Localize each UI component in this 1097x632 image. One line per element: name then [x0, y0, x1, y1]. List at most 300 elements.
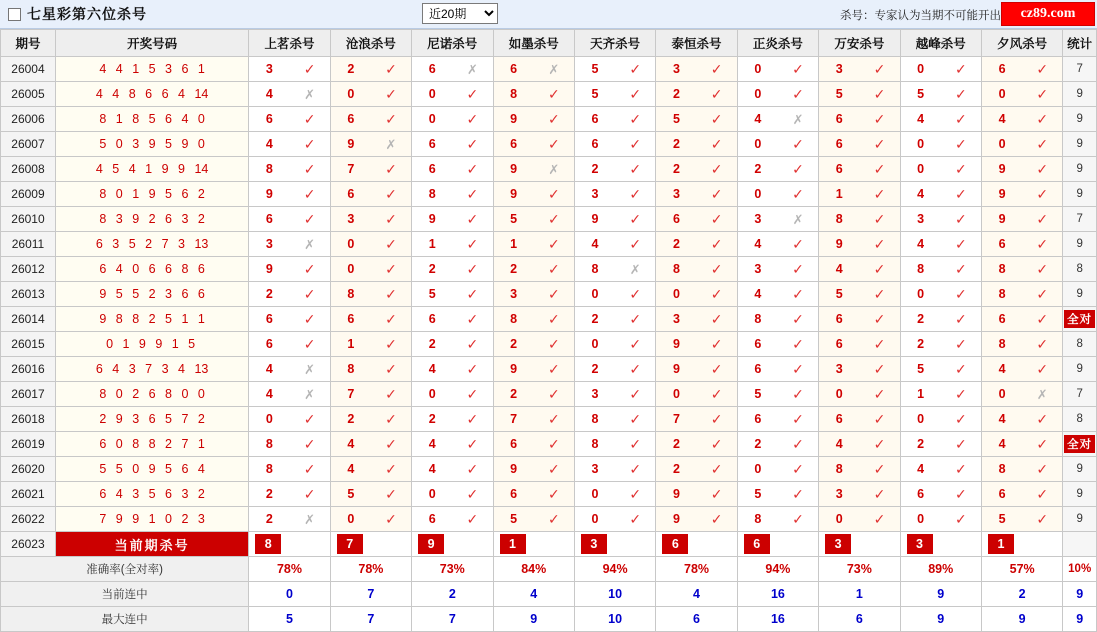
cell-period: 26013	[1, 282, 56, 307]
table-row	[1, 107, 1097, 132]
footer-stat-value: 9	[1063, 607, 1097, 632]
cell-kill-number: 8 ✓	[819, 457, 900, 482]
cell-kill-number: 0 ✓	[900, 507, 981, 532]
cell-period: 26017	[1, 382, 56, 407]
col-header-expert-6: 泰恒杀号	[656, 30, 737, 57]
cell-period: 26023	[1, 532, 56, 557]
footer-label: 当前连中	[1, 582, 249, 607]
cell-kill-number: 2 ✓	[330, 57, 411, 82]
cell-kill-number: 1 ✓	[900, 382, 981, 407]
cell-stat: 9	[1063, 107, 1097, 132]
cell-kill-number: 8 ✓	[249, 157, 330, 182]
cell-kill-number: 5 ✓	[981, 507, 1062, 532]
cell-kill-number: 8 ✓	[900, 257, 981, 282]
cell-kill-number: 2 ✗	[249, 507, 330, 532]
table-row	[1, 307, 1097, 332]
current-period-row	[1, 532, 1097, 557]
cell-period: 26016	[1, 357, 56, 382]
cell-kill-number: 0 ✓	[330, 82, 411, 107]
cell-kill-number: 1 ✓	[330, 332, 411, 357]
cell-kill-number: 8 ✓	[412, 182, 493, 207]
footer-value: 4	[493, 582, 574, 607]
cell-kill-number: 3 ✗	[737, 207, 818, 232]
footer-stat-value: 9	[1063, 582, 1097, 607]
cell-kill-number: 2 ✓	[656, 157, 737, 182]
cell-stat: 9	[1063, 457, 1097, 482]
cell-kill-number: 6 ✓	[737, 332, 818, 357]
cell-current-kill-number: 8	[249, 532, 330, 557]
footer-value: 9	[981, 607, 1062, 632]
title-checkbox[interactable]	[8, 8, 21, 21]
cell-kill-number: 6 ✓	[249, 307, 330, 332]
cell-kill-number: 6 ✗	[412, 57, 493, 82]
cell-kill-number: 6 ✓	[819, 107, 900, 132]
cell-kill-number: 8 ✓	[330, 357, 411, 382]
cell-kill-number: 9 ✓	[412, 207, 493, 232]
col-header-expert-4: 如墨杀号	[493, 30, 574, 57]
current-period-label: 当前期杀号	[55, 532, 248, 557]
footer-value: 7	[330, 582, 411, 607]
footer-value: 78%	[249, 557, 330, 582]
footer-value: 5	[249, 607, 330, 632]
cell-kill-number: 9 ✓	[249, 182, 330, 207]
cell-kill-number: 6 ✓	[330, 182, 411, 207]
cell-kill-number: 6 ✓	[493, 432, 574, 457]
table-row	[1, 257, 1097, 282]
cell-kill-number: 4 ✓	[819, 257, 900, 282]
cell-kill-number: 6 ✓	[819, 332, 900, 357]
cell-kill-number: 2 ✓	[900, 432, 981, 457]
cell-kill-number: 3 ✓	[656, 307, 737, 332]
cell-kill-number: 8 ✓	[737, 507, 818, 532]
footer-value: 4	[656, 582, 737, 607]
cell-kill-number: 6 ✓	[656, 207, 737, 232]
footer-value: 73%	[412, 557, 493, 582]
cell-kill-number: 5 ✓	[493, 507, 574, 532]
cell-kill-number: 6 ✓	[249, 207, 330, 232]
cell-kill-number: 3 ✓	[737, 257, 818, 282]
footer-value: 73%	[819, 557, 900, 582]
footer-value: 2	[981, 582, 1062, 607]
cell-kill-number: 6 ✓	[981, 307, 1062, 332]
cell-kill-number: 5 ✓	[412, 282, 493, 307]
cell-kill-number: 2 ✓	[656, 82, 737, 107]
cell-kill-number: 6 ✓	[412, 507, 493, 532]
cell-kill-number: 2 ✓	[493, 382, 574, 407]
cell-kill-number: 0 ✓	[412, 82, 493, 107]
cell-kill-number: 2 ✓	[900, 307, 981, 332]
cell-kill-number: 8 ✓	[493, 307, 574, 332]
cell-kill-number: 6 ✓	[981, 232, 1062, 257]
cell-current-kill-number: 3	[900, 532, 981, 557]
cell-draw-numbers: 9 8 8 2 5 1 1	[55, 307, 248, 332]
cell-period: 26014	[1, 307, 56, 332]
cell-kill-number: 2 ✓	[656, 432, 737, 457]
cell-kill-number: 1 ✓	[819, 182, 900, 207]
col-header-expert-7: 正炎杀号	[737, 30, 818, 57]
cell-kill-number: 0 ✓	[900, 157, 981, 182]
cell-kill-number: 6 ✓	[819, 157, 900, 182]
cell-kill-number: 2 ✓	[737, 432, 818, 457]
cell-kill-number: 0 ✓	[412, 382, 493, 407]
cell-stat: 9	[1063, 82, 1097, 107]
top-bar	[0, 0, 1097, 29]
cell-kill-number: 4 ✓	[574, 232, 655, 257]
cell-kill-number: 2 ✓	[574, 357, 655, 382]
footer-row	[1, 582, 1097, 607]
table-row	[1, 507, 1097, 532]
cell-kill-number: 0 ✓	[900, 282, 981, 307]
cell-kill-number: 6 ✓	[574, 132, 655, 157]
cell-kill-number: 4 ✓	[981, 432, 1062, 457]
cell-kill-number: 2 ✓	[656, 232, 737, 257]
cell-kill-number: 9 ✓	[493, 107, 574, 132]
footer-stat-value: 10%	[1063, 557, 1097, 582]
footer-value: 7	[330, 607, 411, 632]
cell-draw-numbers: 6 4 3 5 6 3 2	[55, 482, 248, 507]
col-header-expert-1: 上茗杀号	[249, 30, 330, 57]
cell-kill-number: 0 ✓	[981, 82, 1062, 107]
cell-current-kill-number: 3	[819, 532, 900, 557]
cell-current-kill-number: 9	[412, 532, 493, 557]
table-row	[1, 332, 1097, 357]
cell-kill-number: 0 ✓	[737, 57, 818, 82]
cell-kill-number: 6 ✓	[493, 132, 574, 157]
cell-kill-number: 3 ✓	[656, 182, 737, 207]
footer-value: 94%	[574, 557, 655, 582]
cell-draw-numbers: 6 4 3 7 3 4 13	[55, 357, 248, 382]
cell-draw-numbers: 2 9 3 6 5 7 2	[55, 407, 248, 432]
cell-kill-number: 3 ✓	[493, 282, 574, 307]
footer-value: 7	[412, 607, 493, 632]
cell-period: 26012	[1, 257, 56, 282]
cell-period: 26008	[1, 157, 56, 182]
cell-kill-number: 0 ✓	[656, 382, 737, 407]
cell-kill-number: 9 ✓	[981, 207, 1062, 232]
footer-value: 6	[656, 607, 737, 632]
cell-kill-number: 0 ✓	[330, 232, 411, 257]
cell-period: 26009	[1, 182, 56, 207]
cell-period: 26006	[1, 107, 56, 132]
cell-kill-number: 6 ✓	[330, 307, 411, 332]
footer-value: 16	[737, 607, 818, 632]
cell-kill-number: 6 ✓	[981, 57, 1062, 82]
cell-kill-number: 0 ✓	[574, 507, 655, 532]
cell-kill-number: 4 ✓	[412, 357, 493, 382]
cell-kill-number: 2 ✓	[493, 257, 574, 282]
cell-kill-number: 6 ✓	[412, 157, 493, 182]
col-header-expert-10: 夕风杀号	[981, 30, 1062, 57]
cell-draw-numbers: 6 0 8 8 2 7 1	[55, 432, 248, 457]
cell-kill-number: 7 ✓	[493, 407, 574, 432]
cell-kill-number: 3 ✓	[900, 207, 981, 232]
cell-kill-number: 9 ✓	[981, 182, 1062, 207]
cell-stat: 9	[1063, 132, 1097, 157]
cell-period: 26007	[1, 132, 56, 157]
table-row	[1, 132, 1097, 157]
cell-kill-number: 2 ✓	[574, 307, 655, 332]
cell-kill-number: 9 ✓	[656, 332, 737, 357]
footer-value: 9	[900, 607, 981, 632]
cell-draw-numbers: 8 0 1 9 5 6 2	[55, 182, 248, 207]
cell-kill-number: 8 ✓	[981, 457, 1062, 482]
period-select[interactable]	[422, 3, 498, 24]
cell-kill-number: 4 ✓	[249, 132, 330, 157]
cell-draw-numbers: 4 4 8 6 6 4 14	[55, 82, 248, 107]
cell-kill-number: 6 ✓	[981, 482, 1062, 507]
cell-kill-number: 9 ✗	[493, 157, 574, 182]
cell-kill-number: 0 ✓	[737, 132, 818, 157]
table-head	[1, 30, 1097, 57]
cell-kill-number: 2 ✓	[656, 132, 737, 157]
cell-kill-number: 8 ✓	[656, 257, 737, 282]
cell-kill-number: 9 ✓	[819, 232, 900, 257]
kill-number-note: 杀号：专家认为当期不可能开出	[840, 10, 1001, 22]
cell-kill-number: 6 ✓	[493, 482, 574, 507]
cell-kill-number: 0 ✓	[330, 257, 411, 282]
cell-kill-number: 6 ✓	[819, 407, 900, 432]
cell-kill-number: 3 ✓	[330, 207, 411, 232]
cell-kill-number: 6 ✗	[493, 57, 574, 82]
cell-kill-number: 0 ✓	[900, 132, 981, 157]
cell-draw-numbers: 8 1 8 5 6 4 0	[55, 107, 248, 132]
cell-kill-number: 8 ✗	[574, 257, 655, 282]
cell-kill-number: 0 ✓	[249, 407, 330, 432]
cell-kill-number: 3 ✓	[819, 357, 900, 382]
table-row	[1, 207, 1097, 232]
cell-kill-number: 4 ✗	[249, 357, 330, 382]
cell-kill-number: 4 ✓	[900, 182, 981, 207]
table-row	[1, 157, 1097, 182]
table-row	[1, 482, 1097, 507]
cell-kill-number: 8 ✓	[249, 457, 330, 482]
cell-kill-number: 9 ✓	[574, 207, 655, 232]
cell-draw-numbers: 4 4 1 5 3 6 1	[55, 57, 248, 82]
cell-stat: 9	[1063, 232, 1097, 257]
cell-period: 26021	[1, 482, 56, 507]
cell-stat: 9	[1063, 157, 1097, 182]
col-header-draw: 开奖号码	[55, 30, 248, 57]
cell-period: 26011	[1, 232, 56, 257]
cell-kill-number: 4 ✓	[330, 457, 411, 482]
footer-value: 10	[574, 607, 655, 632]
footer-value: 84%	[493, 557, 574, 582]
cell-kill-number: 0 ✓	[737, 82, 818, 107]
cell-kill-number: 3 ✓	[819, 482, 900, 507]
cell-kill-number: 8 ✓	[737, 307, 818, 332]
cell-current-kill-number: 3	[574, 532, 655, 557]
cell-stat: 7	[1063, 207, 1097, 232]
cell-kill-number: 6 ✓	[737, 357, 818, 382]
cell-kill-number: 6 ✓	[819, 307, 900, 332]
cell-kill-number: 5 ✓	[900, 357, 981, 382]
cell-period: 26010	[1, 207, 56, 232]
cell-kill-number: 5 ✓	[819, 282, 900, 307]
cell-kill-number: 5 ✓	[900, 82, 981, 107]
footer-value: 9	[900, 582, 981, 607]
kill-number-table	[0, 29, 1097, 632]
cell-period: 26018	[1, 407, 56, 432]
cell-kill-number: 9 ✓	[249, 257, 330, 282]
cell-kill-number: 4 ✗	[737, 107, 818, 132]
col-header-stat: 统计	[1063, 30, 1097, 57]
cell-stat: 9	[1063, 182, 1097, 207]
cell-draw-numbers: 5 0 3 9 5 9 0	[55, 132, 248, 157]
cell-kill-number: 0 ✓	[574, 282, 655, 307]
cell-kill-number: 2 ✓	[249, 282, 330, 307]
cell-kill-number: 4 ✓	[819, 432, 900, 457]
cell-kill-number: 6 ✓	[900, 482, 981, 507]
cell-kill-number: 0 ✓	[819, 507, 900, 532]
footer-value: 1	[819, 582, 900, 607]
table-body	[1, 57, 1097, 632]
cell-kill-number: 0 ✓	[412, 482, 493, 507]
table-row	[1, 57, 1097, 82]
cell-kill-number: 7 ✓	[656, 407, 737, 432]
footer-value: 16	[737, 582, 818, 607]
cell-kill-number: 1 ✓	[493, 232, 574, 257]
cell-draw-numbers: 8 3 9 2 6 3 2	[55, 207, 248, 232]
col-header-expert-5: 天齐杀号	[574, 30, 655, 57]
cell-kill-number: 6 ✓	[574, 107, 655, 132]
footer-value: 57%	[981, 557, 1062, 582]
cell-period: 26005	[1, 82, 56, 107]
table-row	[1, 232, 1097, 257]
cell-kill-number: 0 ✓	[574, 332, 655, 357]
cell-kill-number: 4 ✓	[981, 407, 1062, 432]
period-select-wrapper	[422, 3, 498, 24]
footer-value: 10	[574, 582, 655, 607]
cell-kill-number: 9 ✓	[493, 457, 574, 482]
cell-kill-number: 3 ✓	[574, 382, 655, 407]
cell-kill-number: 0 ✓	[412, 107, 493, 132]
cell-kill-number: 2 ✓	[249, 482, 330, 507]
footer-value: 6	[819, 607, 900, 632]
cell-kill-number: 4 ✓	[981, 107, 1062, 132]
cell-current-kill-number: 6	[656, 532, 737, 557]
footer-label: 准确率(全对率)	[1, 557, 249, 582]
footer-row	[1, 607, 1097, 632]
cell-kill-number: 5 ✓	[574, 57, 655, 82]
cell-kill-number: 0 ✓	[900, 407, 981, 432]
cell-kill-number: 0 ✓	[737, 182, 818, 207]
cell-kill-number: 2 ✓	[900, 332, 981, 357]
col-header-expert-8: 万安杀号	[819, 30, 900, 57]
cell-kill-number: 4 ✓	[900, 107, 981, 132]
cell-kill-number: 8 ✓	[330, 282, 411, 307]
cell-current-kill-number: 1	[981, 532, 1062, 557]
cell-kill-number: 0 ✓	[574, 482, 655, 507]
cell-kill-number: 4 ✓	[412, 432, 493, 457]
cell-kill-number: 5 ✓	[574, 82, 655, 107]
cell-kill-number: 3 ✓	[819, 57, 900, 82]
cell-stat: 8	[1063, 257, 1097, 282]
footer-value: 2	[412, 582, 493, 607]
cell-stat: 8	[1063, 407, 1097, 432]
cell-period: 26020	[1, 457, 56, 482]
cell-stat: 8	[1063, 332, 1097, 357]
table-row	[1, 432, 1097, 457]
cell-kill-number: 5 ✓	[493, 207, 574, 232]
cell-kill-number: 4 ✗	[249, 382, 330, 407]
cell-stat: 全对	[1063, 307, 1097, 332]
cell-kill-number: 4 ✓	[900, 232, 981, 257]
cell-kill-number: 0 ✗	[981, 382, 1062, 407]
cell-kill-number: 1 ✓	[412, 232, 493, 257]
cell-kill-number: 7 ✓	[330, 382, 411, 407]
table-row	[1, 82, 1097, 107]
footer-value: 94%	[737, 557, 818, 582]
cell-kill-number: 6 ✓	[737, 407, 818, 432]
cell-stat: 9	[1063, 482, 1097, 507]
cell-kill-number: 9 ✗	[330, 132, 411, 157]
cell-kill-number: 0 ✓	[900, 57, 981, 82]
site-logo: cz89.com	[1001, 2, 1095, 26]
footer-value: 89%	[900, 557, 981, 582]
cell-kill-number: 8 ✓	[574, 432, 655, 457]
cell-current-kill-number: 6	[737, 532, 818, 557]
cell-kill-number: 9 ✓	[493, 357, 574, 382]
cell-kill-number: 5 ✓	[737, 482, 818, 507]
cell-kill-number: 3 ✓	[656, 57, 737, 82]
cell-stat	[1063, 532, 1097, 557]
cell-draw-numbers: 0 1 9 9 1 5	[55, 332, 248, 357]
cell-draw-numbers: 7 9 9 1 0 2 3	[55, 507, 248, 532]
cell-draw-numbers: 5 5 0 9 5 6 4	[55, 457, 248, 482]
cell-kill-number: 8 ✓	[981, 257, 1062, 282]
footer-row	[1, 557, 1097, 582]
cell-period: 26022	[1, 507, 56, 532]
cell-kill-number: 0 ✓	[656, 282, 737, 307]
cell-draw-numbers: 8 0 2 6 8 0 0	[55, 382, 248, 407]
cell-kill-number: 0 ✓	[981, 132, 1062, 157]
cell-kill-number: 5 ✓	[737, 382, 818, 407]
table-row	[1, 382, 1097, 407]
cell-kill-number: 4 ✓	[737, 232, 818, 257]
cell-stat: 7	[1063, 57, 1097, 82]
cell-kill-number: 4 ✓	[412, 457, 493, 482]
cell-kill-number: 8 ✓	[819, 207, 900, 232]
cell-kill-number: 0 ✓	[330, 507, 411, 532]
col-header-period: 期号	[1, 30, 56, 57]
header-row	[1, 30, 1097, 57]
cell-kill-number: 5 ✓	[330, 482, 411, 507]
footer-value: 78%	[330, 557, 411, 582]
cell-draw-numbers: 6 3 5 2 7 3 13	[55, 232, 248, 257]
cell-draw-numbers: 9 5 5 2 3 6 6	[55, 282, 248, 307]
cell-kill-number: 4 ✓	[900, 457, 981, 482]
cell-kill-number: 6 ✓	[412, 132, 493, 157]
cell-kill-number: 3 ✓	[249, 57, 330, 82]
cell-kill-number: 5 ✓	[819, 82, 900, 107]
cell-stat: 9	[1063, 282, 1097, 307]
cell-kill-number: 9 ✓	[656, 507, 737, 532]
cell-draw-numbers: 4 5 4 1 9 9 14	[55, 157, 248, 182]
cell-kill-number: 0 ✓	[737, 457, 818, 482]
cell-stat: 全对	[1063, 432, 1097, 457]
footer-label: 最大连中	[1, 607, 249, 632]
footer-value: 78%	[656, 557, 737, 582]
cell-period: 26004	[1, 57, 56, 82]
cell-draw-numbers: 6 4 0 6 6 8 6	[55, 257, 248, 282]
table-row	[1, 357, 1097, 382]
page-title: 七星彩第六位杀号	[27, 6, 147, 22]
cell-kill-number: 2 ✓	[656, 457, 737, 482]
cell-stat: 7	[1063, 382, 1097, 407]
cell-kill-number: 2 ✓	[330, 407, 411, 432]
cell-kill-number: 7 ✓	[330, 157, 411, 182]
cell-kill-number: 8 ✓	[249, 432, 330, 457]
